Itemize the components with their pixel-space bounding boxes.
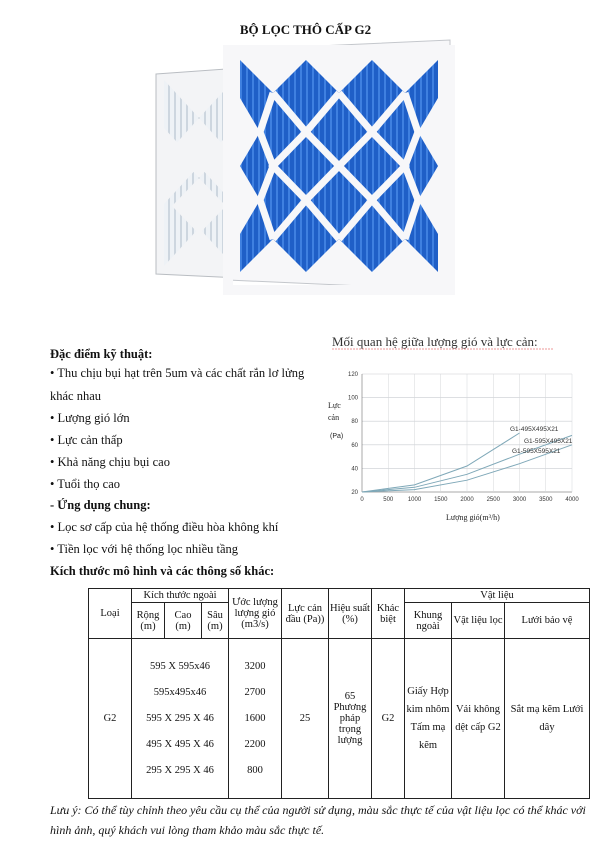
y-tick-label: 100 (347, 395, 358, 402)
header-luc-can: Lực cản đầu (Pa)) (282, 589, 329, 639)
header-khac-biet: Khác biệt (372, 589, 405, 639)
x-tick-label: 2000 (460, 497, 474, 503)
table-heading: Kích thước mô hình và các thông số khác: (50, 564, 275, 578)
header-vat-lieu: Vật liệu (405, 589, 590, 603)
cell-vat-lieu-loc: Vải không dệt cấp G2 (452, 639, 505, 799)
chart-title: Mối quan hệ giữa lượng gió và lực cản: (332, 334, 538, 349)
header-cao: Cao (m) (165, 603, 202, 639)
x-tick-label: 3000 (512, 497, 527, 503)
cell-size: 295 X 295 X 46 (146, 764, 214, 776)
x-tick-label: 2500 (486, 497, 500, 503)
airflow-resistance-chart (328, 332, 590, 532)
x-tick-label: 4000 (565, 497, 579, 503)
x-tick-label: 0 (360, 497, 364, 503)
header-luoi: Lưới bảo vệ (505, 603, 590, 639)
header-hieu-suat: Hiệu suất (%) (329, 589, 372, 639)
header-sau: Sâu (m) (202, 603, 229, 639)
series-label: G1-595X495X21 (524, 438, 573, 445)
applications-heading: - Ứng dụng chung: (50, 498, 151, 512)
feature-item: khác nhau (50, 389, 102, 403)
feature-item: • Thu chịu bụi hạt trên 5um và các chất rắn lơ lửng (50, 366, 305, 380)
cell-size: 595 X 295 X 46 (146, 712, 214, 724)
feature-item: • Tuổi thọ cao (50, 477, 121, 491)
application-item: • Lọc sơ cấp của hệ thống điều hòa không khí (50, 520, 279, 534)
cell-hieu-suat: 65 Phương pháp trọng lượng (329, 639, 372, 799)
y-tick-label: 20 (351, 490, 358, 496)
x-tick-label: 1500 (434, 497, 448, 503)
cell-size: 495 X 495 X 46 (146, 738, 214, 750)
header-vat-lieu-loc: Vật liệu lọc (452, 603, 505, 639)
cell-size: 595 X 595x46 (149, 660, 211, 672)
features-heading: Đặc điểm kỹ thuật: (50, 347, 153, 361)
y-tick-label: 60 (351, 442, 358, 449)
header-uoc-luong: Ước lượng lượng gió (m3/s) (229, 589, 282, 639)
y-tick-label: 120 (347, 372, 358, 378)
application-item: • Tiền lọc với hệ thống lọc nhiều tầng (50, 542, 239, 556)
header-rong: Rộng (m) (132, 603, 165, 639)
filter-product-image (150, 38, 462, 304)
spec-table (88, 588, 590, 799)
cell-khac-biet: G2 (372, 639, 405, 799)
cell-flow: 3200 (244, 660, 266, 672)
cell-luc-can: 25 (282, 639, 329, 799)
x-tick-label: 3500 (539, 497, 553, 503)
x-axis-label: Lượng gió(m³/h) (446, 513, 500, 522)
page-title: BỘ LỌC THÔ CẤP G2 (239, 22, 372, 37)
y-tick-label: 40 (351, 466, 358, 473)
series-label: G1-495X495X21 (510, 426, 559, 433)
cell-loai: G2 (89, 639, 132, 799)
x-tick-label: 500 (383, 497, 394, 503)
cell-khung: Giấy Hợp kim nhôm Tấm mạ kẽm (405, 639, 452, 799)
cell-flow: 2700 (244, 686, 266, 698)
cell-size: 595x495x46 (153, 686, 207, 698)
feature-item: • Lượng gió lớn (50, 411, 130, 425)
header-kich-thuoc: Kích thước ngoài (132, 589, 229, 603)
y-axis-label: cản (328, 413, 340, 422)
y-axis-label: (Pa) (330, 433, 344, 440)
y-axis-label: Lực (328, 401, 341, 410)
feature-item: • Lực cản thấp (50, 433, 123, 447)
note-text: Lưu ý: Có thể tùy chỉnh theo yêu cầu cụ thể của người sử dụng, màu sắc thực tế của vật liệu lọc có thể khác với hình ảnh, quý khách vui lòng tham khảo màu sắc thực tế. (50, 803, 586, 837)
x-tick-label: 1000 (407, 497, 422, 503)
cell-flow: 800 (247, 764, 263, 776)
header-loai: Loại (89, 589, 132, 639)
cell-luoi: Sắt mạ kẽm Lưới dây (505, 639, 590, 799)
header-khung: Khung ngoài (405, 603, 452, 639)
y-tick-label: 80 (351, 419, 358, 426)
series-label: G1-595X595X21 (512, 448, 561, 455)
cell-flow: 2200 (244, 738, 266, 750)
cell-flow: 1600 (244, 712, 266, 724)
feature-item: • Khả năng chịu bụi cao (50, 455, 170, 469)
